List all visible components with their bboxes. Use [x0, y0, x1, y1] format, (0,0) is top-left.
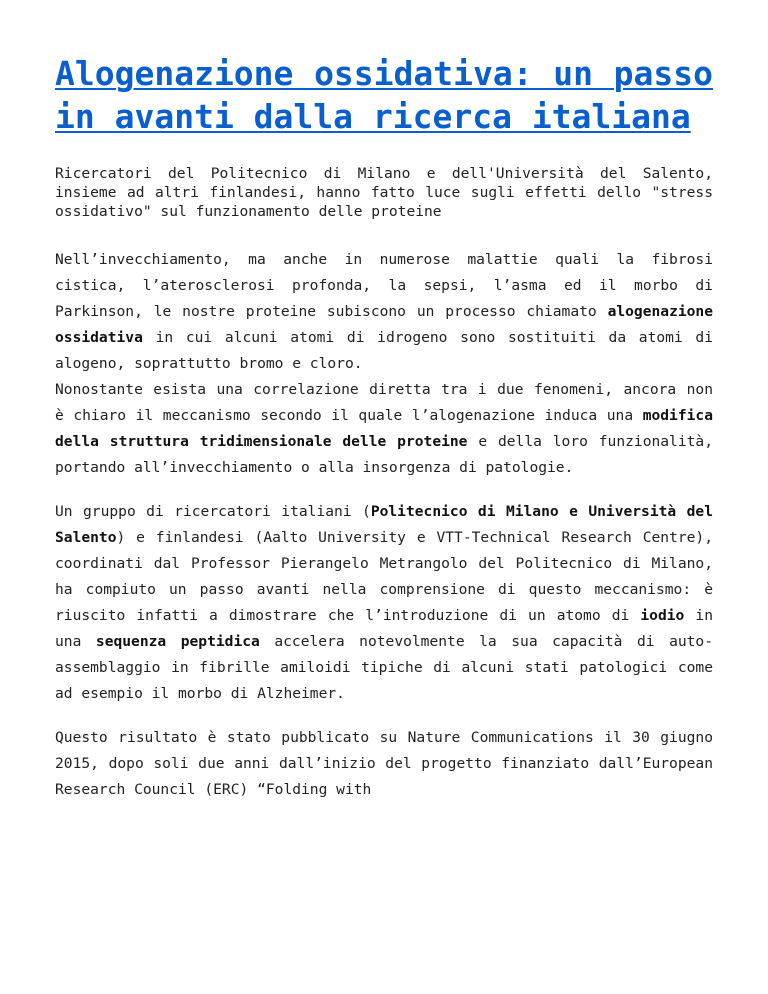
paragraph-3-text-1: Questo risultato è stato pubblicato su Nature Communications il 30 giugno 2015, dopo soli due anni dall’inizio del progetto finanziato dall’European Research Council (ERC) “Folding with — [55, 729, 713, 798]
paragraph-2-bold-2: iodio — [640, 607, 685, 624]
paragraph-1-bold-2: modifica della struttura tridimensionale delle proteine — [55, 407, 713, 450]
paragraph-2-text-1: Un gruppo di ricercatori italiani ( — [55, 503, 371, 520]
article-title-link[interactable]: Alogenazione ossidativa: un passo in avanti dalla ricerca italiana — [55, 54, 713, 136]
paragraph-2-bold-3: sequenza peptidica — [95, 633, 260, 650]
paragraph-2-text-3: in una — [55, 607, 713, 650]
paragraph-1-text-4: e della loro funzionalità, portando all’invecchiamento o alla insorgenza di patologie. — [55, 433, 713, 476]
article-subtitle: Ricercatori del Politecnico di Milano e dell'Università del Salento, insieme ad altri finlandesi, hanno fatto luce sugli effetti dello "stress ossidativo" sul funzionamento delle proteine — [55, 165, 713, 220]
paragraph-3 — [55, 725, 713, 803]
paragraph-1-text-1: Nell’invecchiamento, ma anche in numerose malattie quali la fibrosi cistica, l’aterosclerosi profonda, la sepsi, l’asma ed il morbo di Parkinson, le nostre proteine subiscono un processo chiamato — [55, 251, 713, 320]
paragraph-2-text-2: ) e finlandesi (Aalto University e VTT-Technical Research Centre), coordinati dal Professor Pierangelo Metrangolo del Politecnico di Milano, ha compiuto un passo avanti nella comprensione di questo meccanismo: è riuscito infatti a dimostrare che l’introduzione di un atomo di — [55, 529, 713, 624]
paragraph-1-bold-1: alogenazione ossidativa — [55, 303, 713, 346]
paragraph-1-text-3: Nonostante esista una correlazione diretta tra i due fenomeni, ancora non è chiaro il meccanismo secondo il quale l’alogenazione induca una — [55, 381, 713, 424]
paragraph-2-text-4: accelera notevolmente la sua capacità di auto-assemblaggio in fibrille amiloidi tipiche di alcuni stati patologici come ad esempio il morbo di Alzheimer. — [55, 633, 714, 702]
paragraph-1-text-2: in cui alcuni atomi di idrogeno sono sostituiti da atomi di alogeno, soprattutto bromo e cloro. — [55, 329, 713, 372]
paragraph-2 — [55, 499, 713, 707]
article-title — [55, 52, 713, 138]
paragraph-2-bold-1: Politecnico di Milano e Università del Salento — [55, 503, 713, 546]
paragraph-1 — [55, 247, 713, 481]
